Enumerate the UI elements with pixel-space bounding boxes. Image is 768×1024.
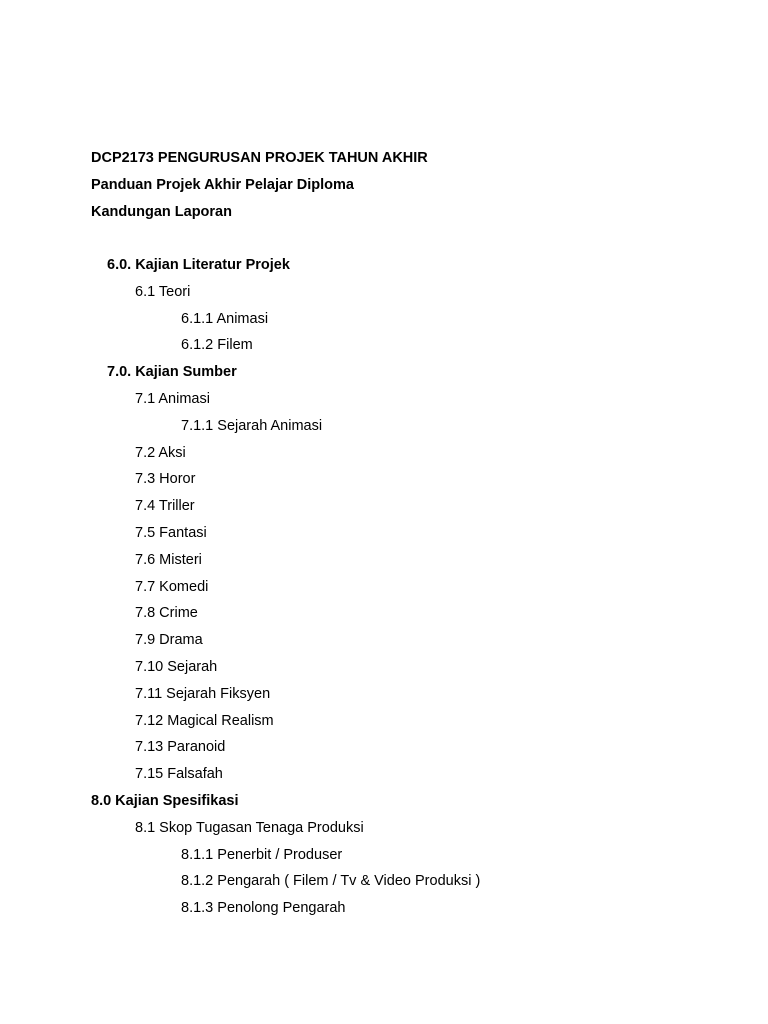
toc-entry: 7.2 Aksi: [135, 444, 186, 461]
toc-entry: 6.1.2 Filem: [181, 337, 253, 354]
toc-entry: 7.8 Crime: [135, 605, 198, 622]
toc-entry: 7.5 Fantasi: [135, 524, 207, 541]
course-title: DCP2173 PENGURUSAN PROJEK TAHUN AKHIR: [91, 150, 428, 166]
toc-entry: 6.1.1 Animasi: [181, 310, 269, 327]
toc-entry: 7.10 Sejarah: [135, 658, 218, 675]
toc-entry: 7.6 Misteri: [135, 551, 202, 568]
toc-section-heading: 8.0 Kajian Spesifikasi: [91, 792, 239, 809]
toc-entry: 7.9 Drama: [135, 632, 203, 649]
toc-entry: 7.4 Triller: [135, 498, 195, 515]
toc-entry: 7.1.1 Sejarah Animasi: [181, 417, 323, 434]
toc-entry: 7.7 Komedi: [135, 578, 209, 595]
contents-title: Kandungan Laporan: [91, 203, 232, 220]
toc-section-heading: 6.0. Kajian Literatur Projek: [107, 257, 290, 273]
guide-title: Panduan Projek Akhir Pelajar Diploma: [91, 176, 354, 193]
toc-entry: 7.1 Animasi: [135, 390, 210, 407]
toc-entry: 7.3 Horor: [135, 471, 196, 488]
toc-entry: 7.12 Magical Realism: [135, 712, 274, 729]
toc-entry: 6.1 Teori: [135, 283, 191, 300]
toc-entry: 8.1.3 Penolong Pengarah: [181, 900, 346, 917]
table-of-contents: [0, 252, 768, 922]
document-header: [91, 145, 428, 225]
toc-entry: 7.11 Sejarah Fiksyen: [135, 685, 271, 702]
toc-entry: 7.13 Paranoid: [135, 739, 226, 756]
toc-entry: 8.1.1 Penerbit / Produser: [181, 846, 343, 863]
toc-entry: 8.1.2 Pengarah ( Filem / Tv & Video Produksi ): [181, 873, 481, 890]
toc-section-heading: 7.0. Kajian Sumber: [107, 364, 237, 381]
toc-entry: 8.1 Skop Tugasan Tenaga Produksi: [135, 819, 364, 836]
toc-entry: 7.15 Falsafah: [135, 766, 223, 783]
